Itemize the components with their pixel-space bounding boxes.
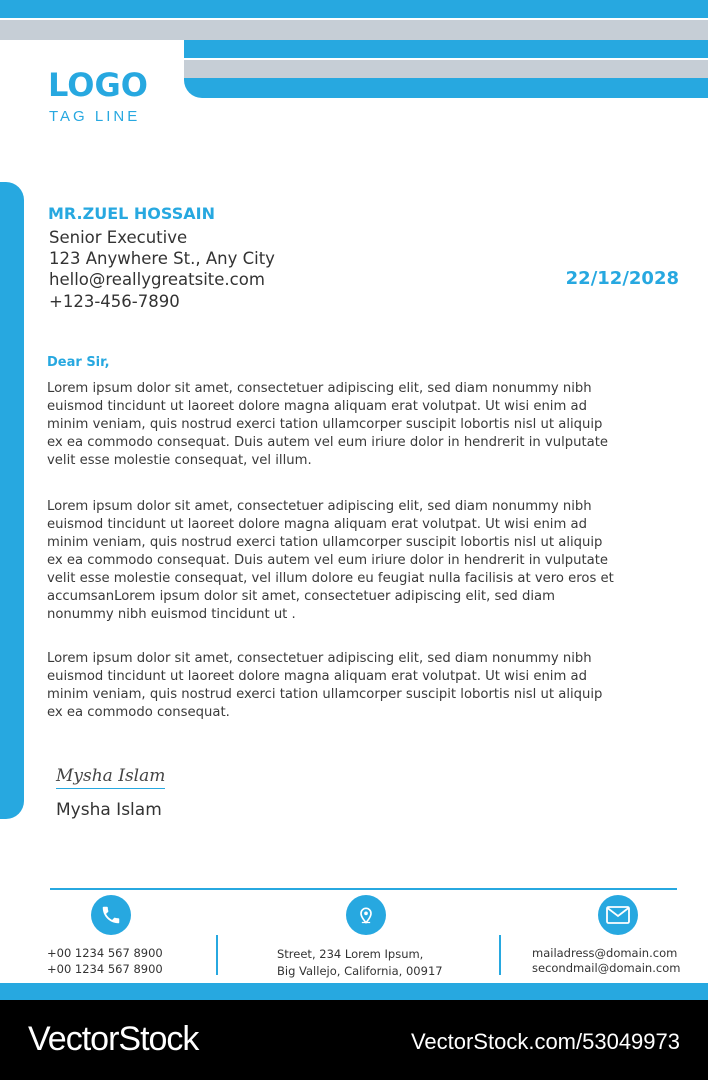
footer-address-2: Big Vallejo, California, 00917 — [277, 964, 443, 978]
sender-name: MR.ZUEL HOSSAIN — [48, 204, 215, 223]
footer-address-1: Street, 234 Lorem Ipsum, — [277, 947, 424, 961]
header-stripe-blue — [0, 0, 708, 18]
header-stripe-blue-short — [184, 40, 708, 58]
sender-phone: +123-456-7890 — [49, 292, 180, 311]
letter-date: 22/12/2028 — [565, 268, 679, 289]
salutation: Dear Sir, — [47, 355, 110, 370]
watermark-brand: VectorStock — [28, 1020, 199, 1058]
footer-phone-1: +00 1234 567 8900 — [47, 946, 163, 960]
body-paragraph-2: Lorem ipsum dolor sit amet, consectetuer adipiscing elit, sed diam nonummy nibh euismod tincidunt ut laoreet dolore magna aliquam erat volutpat. Ut wisi enim ad minim veniam, quis nostrud exerci tation ullamcorper suscipit lobortis nisl ut aliquip ex ea commodo consequat. Duis autem vel eum iriure dolor in hendrerit in vulputate velit esse molestie consequat, vel illum dolore eu feugiat nulla facilisis at vero eros et accumsanLorem ipsum dolor sit amet, consectetuer adipiscing elit, sed diam nonummy nibh euismod tincidunt ut . — [47, 499, 614, 622]
logo: LOGO — [48, 66, 148, 104]
phone-icon — [91, 895, 131, 935]
footer-email-1: mailadress@domain.com — [532, 946, 678, 960]
tagline: TAG LINE — [49, 108, 141, 125]
header-stripe-blue-rounded — [184, 78, 708, 98]
footer-divider-2 — [499, 935, 501, 975]
mail-icon — [598, 895, 638, 935]
header-stripe-gray-short — [184, 60, 708, 78]
footer-phone-2: +00 1234 567 8900 — [47, 962, 163, 976]
footer-stripe-blue — [0, 983, 708, 1000]
watermark-url: VectorStock.com/53049973 — [410, 1029, 680, 1054]
footer-email-2: secondmail@domain.com — [532, 961, 681, 975]
footer-divider-1 — [216, 935, 218, 975]
sender-title: Senior Executive — [49, 228, 188, 247]
sender-email: hello@reallygreatsite.com — [49, 270, 265, 289]
header-stripe-gray — [0, 20, 708, 40]
body-paragraph-1: Lorem ipsum dolor sit amet, consectetuer adipiscing elit, sed diam nonummy nibh euismod tincidunt ut laoreet dolore magna aliquam erat volutpat. Ut wisi enim ad minim veniam, quis nostrud exerci tation ullamcorper suscipit lobortis nisl ut aliquip ex ea commodo consequat. Duis autem vel eum iriure dolor in hendrerit in vulputate velit esse molestie consequat, vel illum. — [47, 381, 609, 468]
footer-divider — [50, 888, 677, 890]
handwritten-signature: Mysha Islam — [56, 766, 165, 789]
location-pin-icon — [346, 895, 386, 935]
sender-address: 123 Anywhere St., Any City — [49, 249, 275, 268]
body-paragraph-3: Lorem ipsum dolor sit amet, consectetuer adipiscing elit, sed diam nonummy nibh euismod tincidunt ut laoreet dolore magna aliquam erat volutpat. Ut wisi enim ad minim veniam, quis nostrud exerci tation ullamcorper suscipit lobortis nisl ut aliquip ex ea commodo consequat. — [47, 651, 603, 720]
signatory-name: Mysha Islam — [56, 800, 162, 820]
left-accent-bar — [0, 182, 24, 819]
